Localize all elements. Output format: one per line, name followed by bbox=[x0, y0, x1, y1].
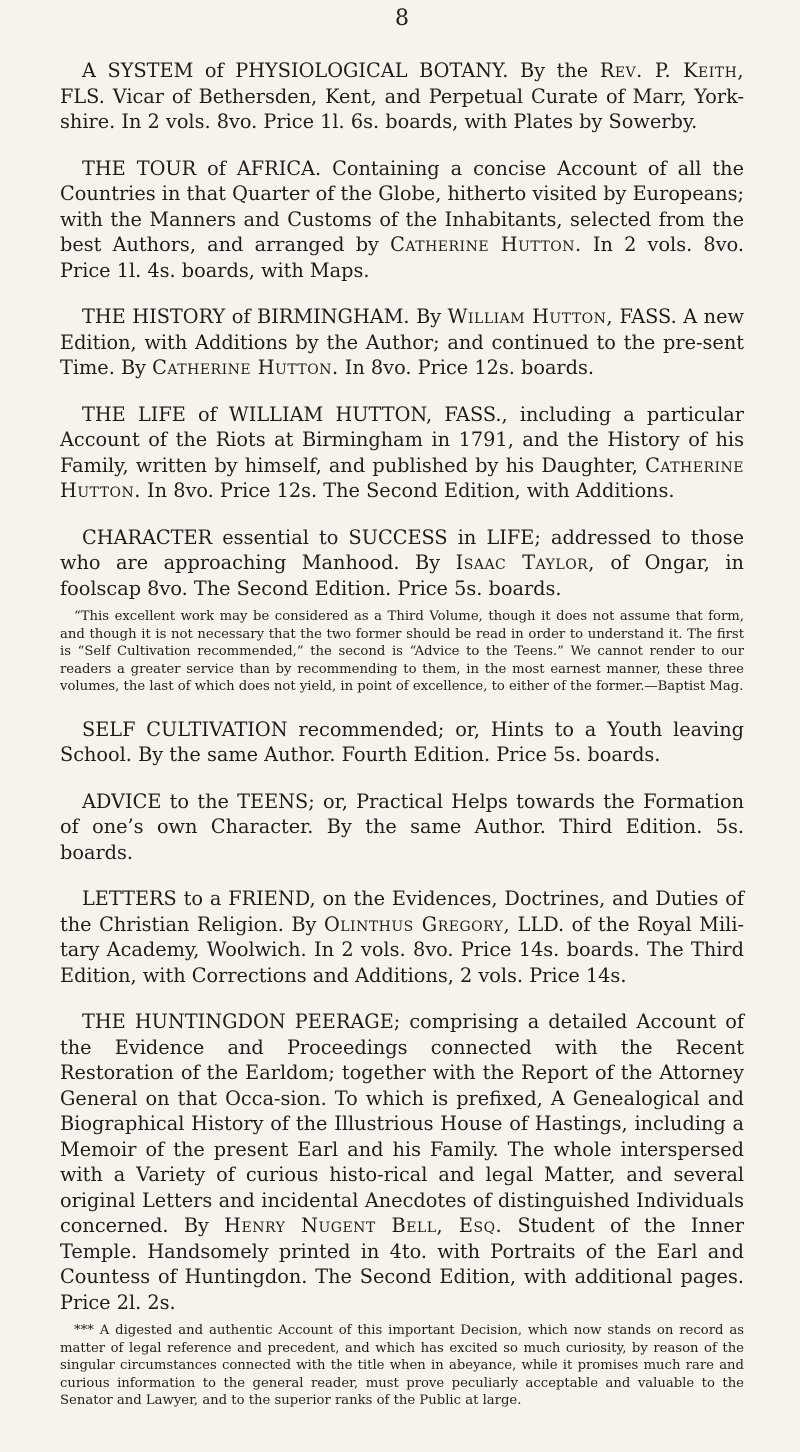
entry-self-cultivation: SELF CULTIVATION recommended; or, Hints to a Youth leaving School. By the same Author. Fourth Edition. Price 5s. boards. bbox=[60, 717, 744, 766]
entry-physiological-botany: A SYSTEM of PHYSIOLOGICAL BOTANY. By the Rev. P. Keith, FLS. Vicar of Bethersden, Kent, and Perpetual Curate of Marr, York-shire. In 2 vols. 8vo. Price 1l. 6s. boards, with Plates by Sowerby. bbox=[60, 59, 744, 133]
entry-tour-of-africa: THE TOUR of AFRICA. Containing a concise Account of all the Countries in that Quarter of the Globe, hitherto visited by Europeans; with the Manners and Customs of the Inhabitants, selected from the best Authors, and arranged by Catherine Hutton. In 2 vols. 8vo. Price 1l. 4s. boards, with Maps. bbox=[60, 156, 744, 282]
entry-letters-to-a-friend: LETTERS to a FRIEND, on the Evidences, Doctrines, and Duties of the Christian Religion. By Olinthus Gregory, LLD. of the Royal Mili-tary Academy, Woolwich. In 2 vols. 8vo. Price 14s. boards. The Third Edition, with Corrections and Additions, 2 vols. Price 14s. bbox=[60, 887, 744, 987]
huntingdon-note: *** A digested and authentic Account of this important Decision, which now stands on record as matter of legal reference and precedent, and which has excited so much curiosity, by reason of the singular circumstances connected with the title when in abeyance, while it promises much rare and curious information to the general reader, must prove peculiarly acceptable and valuable to the Senator and Lawyer, and to the superior ranks of the Public at large. bbox=[60, 1323, 744, 1408]
entry-history-of-birmingham: THE HISTORY of BIRMINGHAM. By William Hutton, FASS. A new Edition, with Additions by the Author; and continued to the pre-sent Time. By Catherine Hutton. In 8vo. Price 12s. boards. bbox=[60, 305, 744, 379]
page-number: 8 bbox=[395, 6, 409, 31]
entry-life-of-william-hutton: THE LIFE of WILLIAM HUTTON, FASS., including a particular Account of the Riots at Birmingham in 1791, and the History of his Family, written by himself, and published by his Daughter, Catherine Hutton. In 8vo. Price 12s. The Second Edition, with Additions. bbox=[60, 402, 744, 502]
entry-character-essential: CHARACTER essential to SUCCESS in LIFE; addressed to those who are approaching Manhood. By Isaac Taylor, of Ongar, in foolscap 8vo. The Second Edition. Price 5s. boards. bbox=[60, 525, 744, 600]
review-quote-note: “This excellent work may be considered as a Third Volume, though it does not assume that form, and though it is not necessary that the two former should be read in order to understand it. The first is “Self Cultivation recommended,” the second is “Advice to the Teens.” We cannot render to our readers a greater service than by recommending to them, in the most earnest manner, these three volumes, the last of which does not yield, in point of excellence, to either of the former.—Baptist Mag. bbox=[60, 609, 744, 694]
entry-huntingdon-peerage: THE HUNTINGDON PEERAGE; comprising a detailed Account of the Evidence and Proceedings connected with the Recent Restoration of the Earldom; together with the Report of the Attorney General on that Occa-sion. To which is prefixed, A Genealogical and Biographical History of the Illustrious House of Hastings, including a Memoir of the present Earl and his Family. The whole interspersed with a Variety of curious histo-rical and legal Matter, and several original Letters and incidental Anecdotes of distinguished Individuals concerned. By Henry Nugent Bell, Esq. Student of the Inner Temple. Handsomely printed in 4to. with Portraits of the Earl and Countess of Huntingdon. The Second Edition, with additional pages. Price 2l. 2s. bbox=[60, 1010, 744, 1314]
entry-advice-to-teens: ADVICE to the TEENS; or, Practical Helps towards the Formation of one’s own Character. By the same Author. Third Edition. 5s. boards. bbox=[60, 789, 744, 864]
